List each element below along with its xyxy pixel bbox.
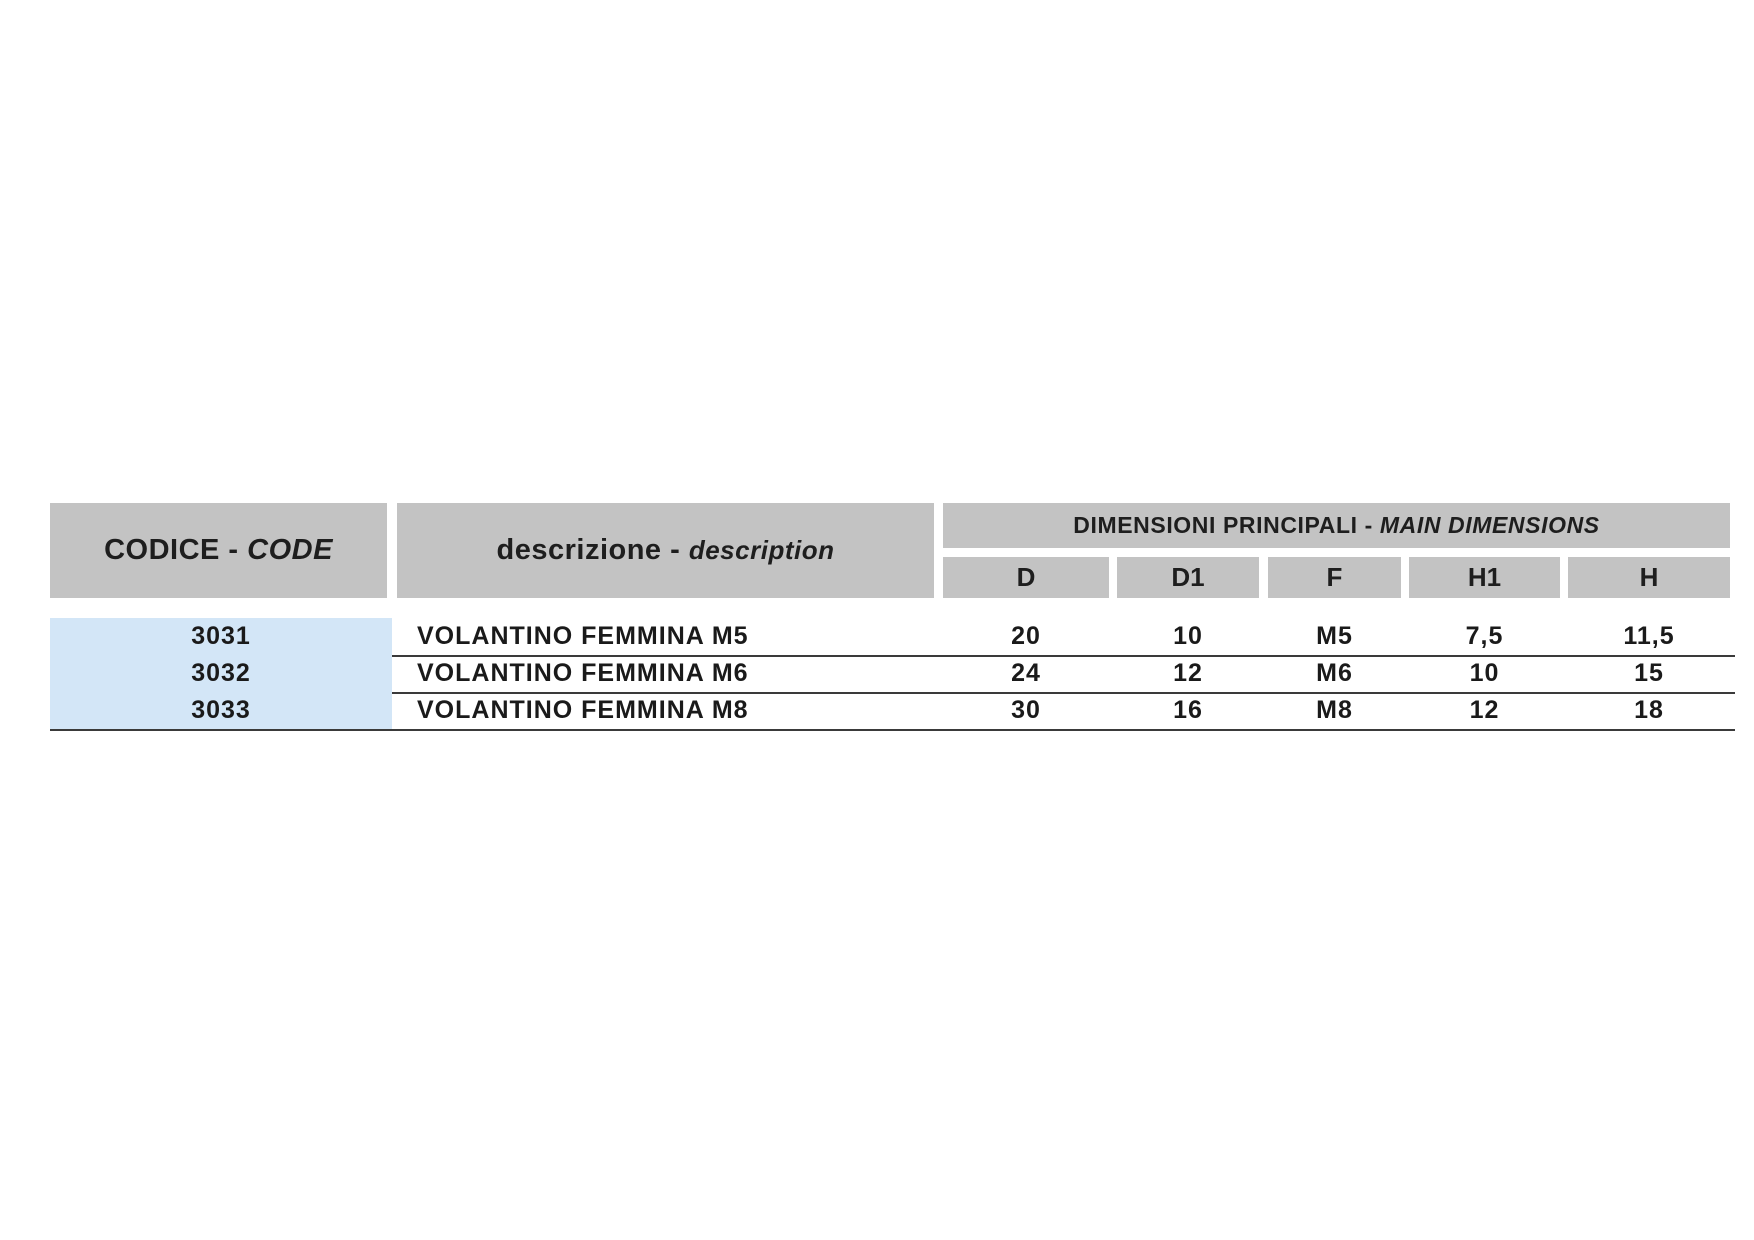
f-cell: M5 [1316,622,1353,650]
d-cell: 30 [1011,696,1041,724]
d1-cell: 12 [1173,659,1203,687]
h1-cell: 12 [1469,696,1500,724]
h-cell: 15 [1634,659,1664,687]
header-dimensions-label-en: MAIN DIMENSIONS [1379,512,1600,538]
description-cell: VOLANTINO FEMMINA M6 [417,659,749,687]
header-description-label-en: description [688,535,835,565]
header-col-h: H [1568,557,1730,598]
h-cell: 11,5 [1623,622,1675,650]
d1-cell: 16 [1173,696,1203,724]
header-main-dimensions [943,503,1730,548]
description-cell: VOLANTINO FEMMINA M8 [417,696,749,724]
d1-cell: 10 [1173,622,1203,650]
header-col-h1: H1 [1409,557,1560,598]
header-code-label: CODICE - [104,534,239,566]
header-col-d1: D1 [1117,557,1259,598]
header-dimensions-label: DIMENSIONI PRINCIPALI - [1073,512,1373,538]
code-cell: 3032 [50,655,392,692]
d-cell: 24 [1011,659,1041,687]
header-col-d: D [943,557,1109,598]
f-cell: M8 [1316,696,1353,724]
header-description-label: descrizione - [496,534,681,566]
table-row [50,618,1735,657]
header-description [397,503,934,598]
d-cell: 20 [1011,622,1041,650]
description-cell: VOLANTINO FEMMINA M5 [417,622,749,650]
f-cell: M6 [1316,659,1353,687]
code-cell: 3031 [50,618,392,655]
header-col-f: F [1268,557,1401,598]
h-cell: 18 [1634,696,1664,724]
table-row [50,655,1735,694]
header-code [50,503,387,598]
h1-cell: 7,5 [1465,622,1504,650]
header-code-label-en: CODE [247,534,333,566]
table-row [50,692,1735,731]
code-cell: 3033 [50,692,392,729]
h1-cell: 10 [1469,659,1500,687]
